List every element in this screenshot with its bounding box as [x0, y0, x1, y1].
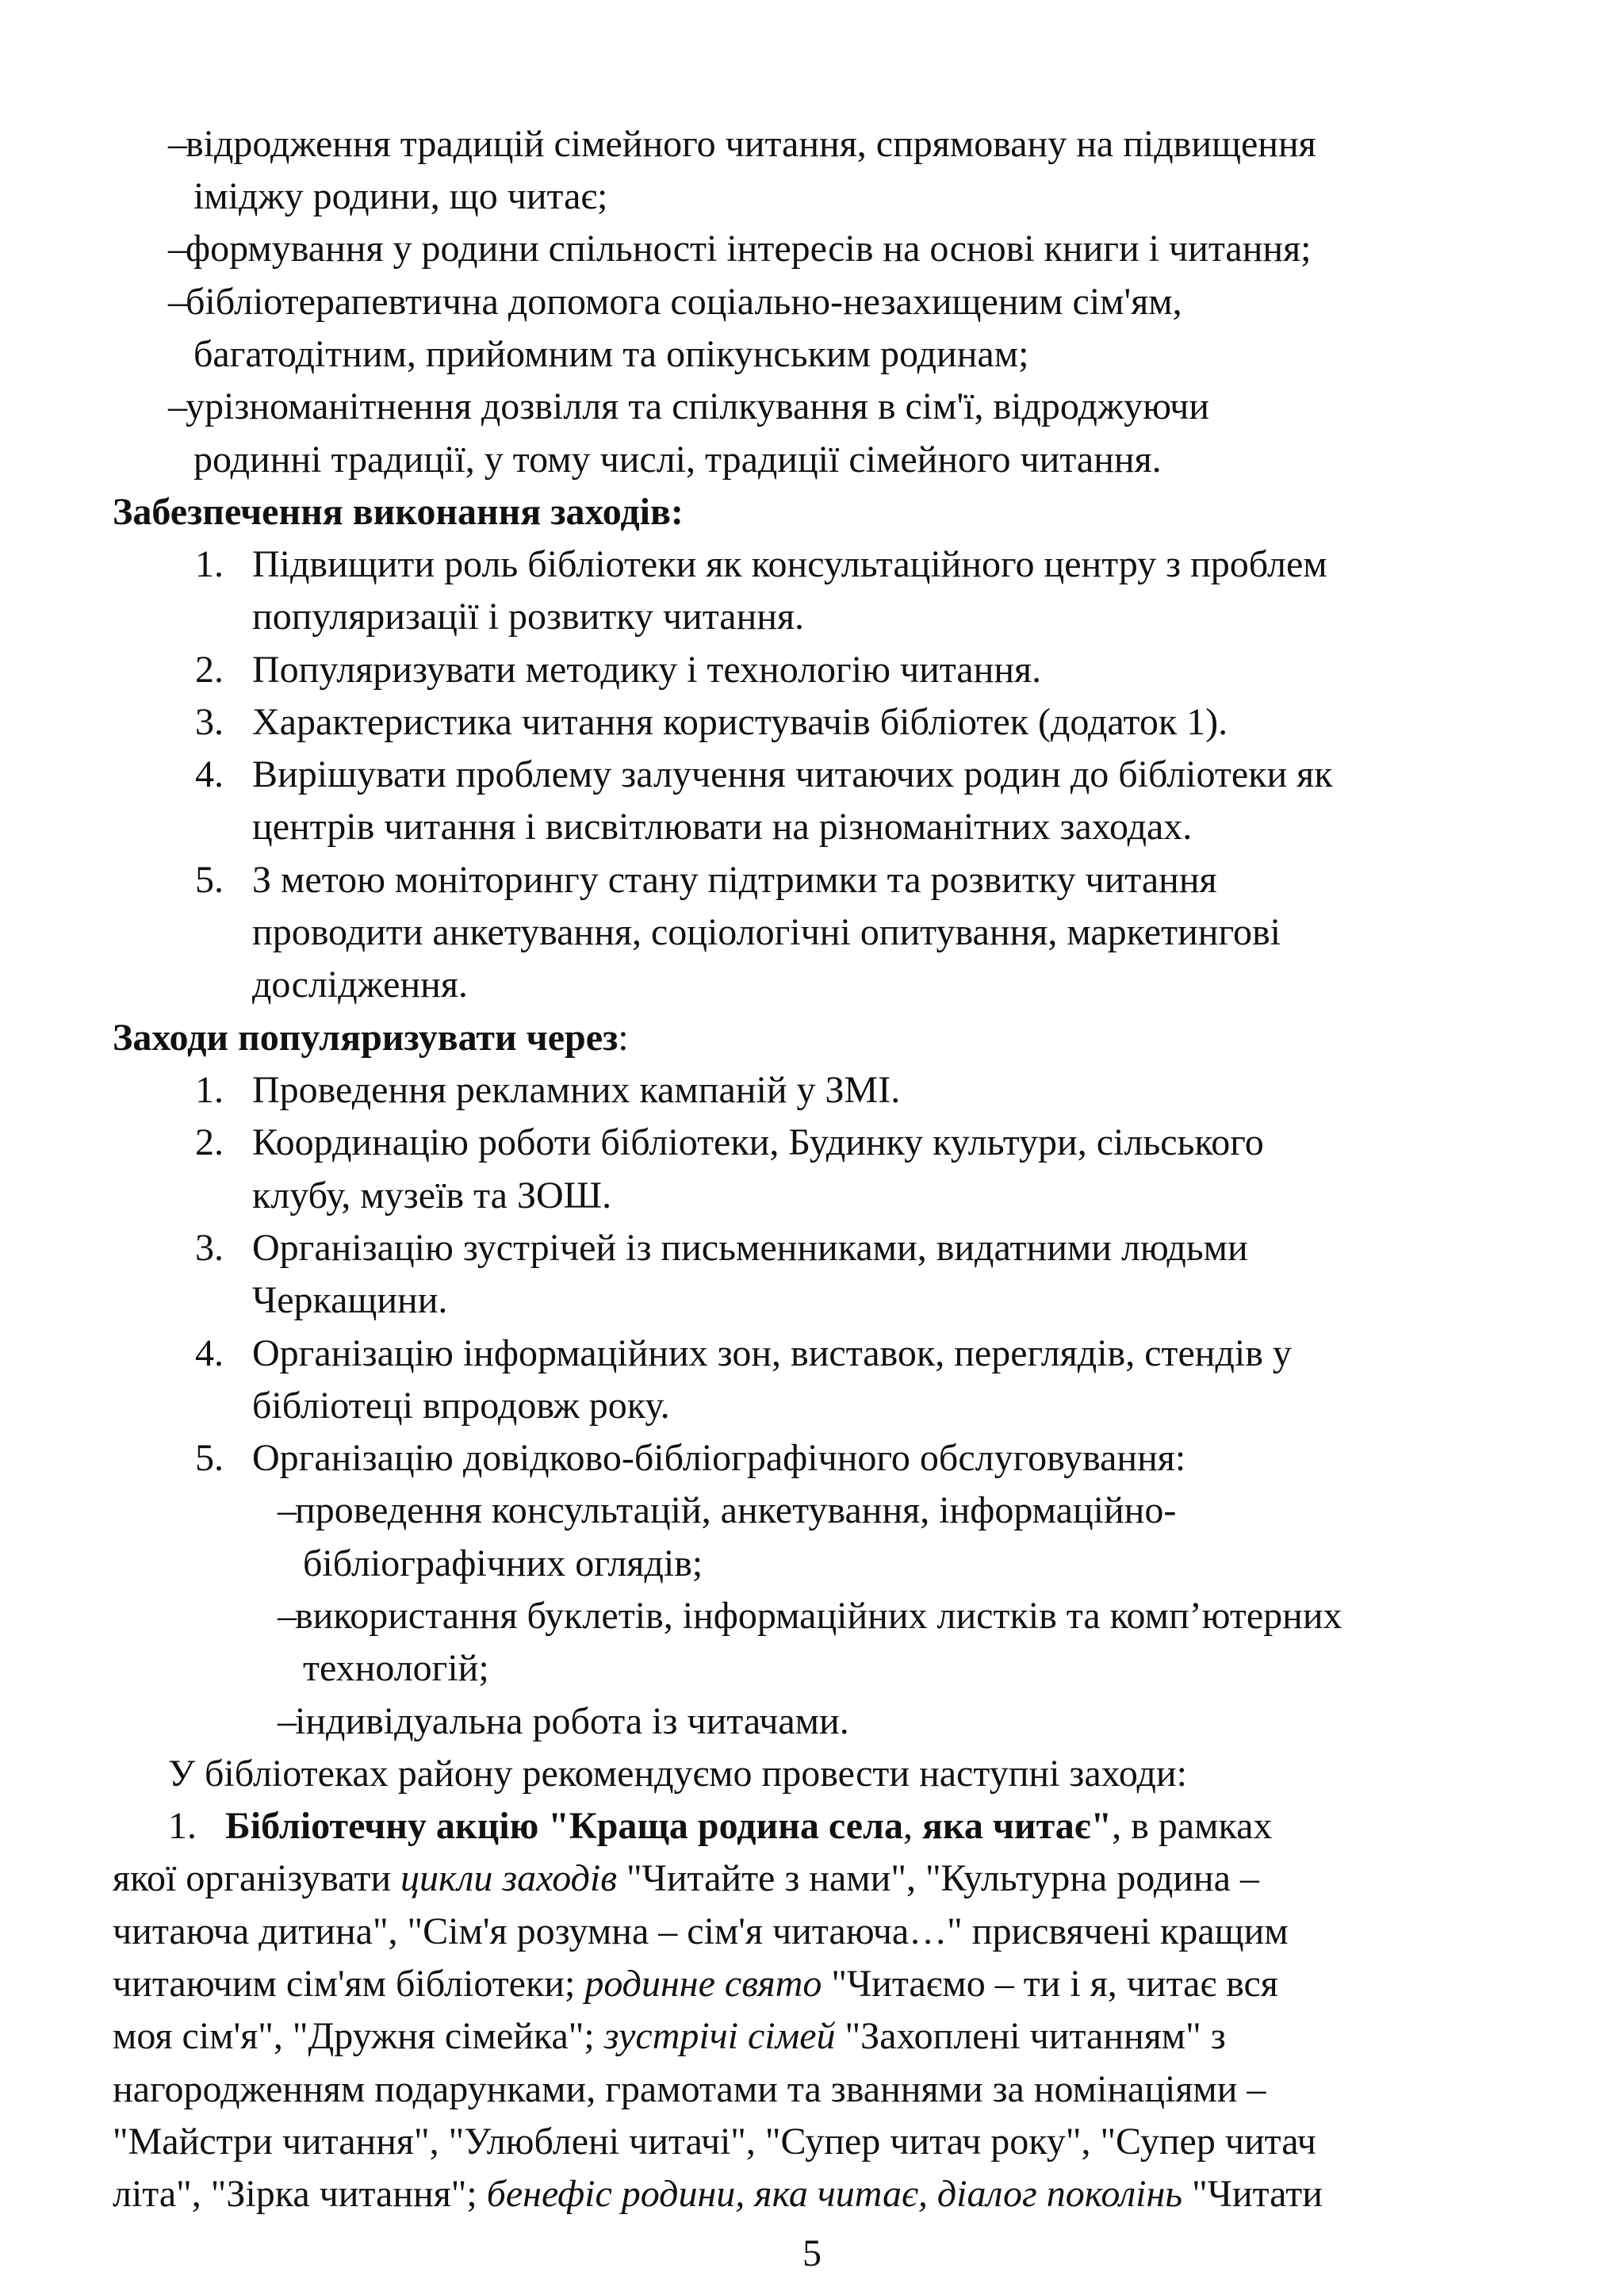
- bullet-1-cont: іміджу родини, що читає;: [193, 175, 608, 217]
- list-item-cont: центрів читання і висвітлювати на різноманітних заходах.: [252, 806, 1193, 848]
- list-item: Проведення рекламних кампаній у ЗМІ.: [252, 1069, 901, 1111]
- action-line-5: моя сім'я", "Дружня сімейка"; зустрічі сімей "Захоплені читанням" з: [113, 2015, 1226, 2057]
- list-item: Вирішувати проблему залучення читаючих родин до бібліотеки як: [252, 753, 1333, 795]
- dash: –: [278, 1700, 297, 1742]
- sub-bullet-cont: бібліографічних оглядів;: [303, 1542, 703, 1584]
- list-item: Підвищити роль бібліотеки як консультаційного центру з проблем: [252, 543, 1327, 585]
- list-item-cont: клубу, музеїв та ЗОШ.: [252, 1174, 612, 1216]
- list-number: 3.: [195, 701, 224, 743]
- list-item-cont: дослідження.: [252, 964, 468, 1006]
- list-item: Характеристика читання користувачів бібліотек (додаток 1).: [252, 701, 1228, 743]
- bullet-3: –бібліотерапевтична допомога соціально-незахищеним сім'ям,: [168, 281, 1182, 323]
- sub-bullet: –індивідуальна робота із читачами.: [278, 1700, 849, 1742]
- action-line-4: читаючим сім'ям бібліотеки; родинне свято "Читаємо – ти і я, читає вся: [113, 1963, 1278, 2005]
- list-item: Координацію роботи бібліотеки, Будинку культури, сільського: [252, 1121, 1264, 1163]
- list-number: 2.: [195, 649, 224, 691]
- paragraph-intro: У бібліотеках району рекомендуємо провести наступні заходи:: [168, 1753, 1187, 1795]
- list-item: Популяризувати методику і технологію читання.: [252, 649, 1042, 691]
- dash: –: [168, 123, 187, 165]
- list-number: 1.: [195, 543, 224, 585]
- dash: –: [168, 228, 187, 270]
- action-line-6: нагородженням подарунками, грамотами та званнями за номінаціями –: [113, 2068, 1266, 2110]
- list-number: 5.: [195, 1437, 224, 1479]
- sub-bullet-cont: технологій;: [303, 1647, 489, 1689]
- list-number: 1.: [195, 1069, 224, 1111]
- list-item-cont: популяризації і розвитку читання.: [252, 596, 805, 638]
- section-heading-measures: Забезпечення виконання заходів:: [113, 491, 684, 533]
- bullet-1: –відродження традицій сімейного читання, спрямовану на підвищення: [168, 123, 1316, 165]
- list-number: 4.: [195, 753, 224, 795]
- dash: –: [168, 281, 187, 323]
- list-number: 2.: [195, 1121, 224, 1163]
- list-item-cont: проводити анкетування, соціологічні опитування, маркетингові: [252, 911, 1281, 953]
- list-number: 4.: [195, 1332, 224, 1374]
- list-item: Організацію інформаційних зон, виставок, переглядів, стендів у: [252, 1332, 1292, 1374]
- list-item: Організацію довідково-бібліографічного обслуговування:: [252, 1437, 1186, 1479]
- sub-bullet: –використання буклетів, інформаційних листків та комп’ютерних: [278, 1595, 1342, 1637]
- list-item: З метою моніторингу стану підтримки та розвитку читання: [252, 859, 1217, 901]
- action-line-1: 1. Бібліотечну акцію "Краща родина села, яка читає", в рамках: [168, 1805, 1273, 1847]
- action-line-8: літа", "Зірка читання"; бенефіс родини, яка читає, діалог поколінь "Читати: [113, 2173, 1323, 2215]
- action-line-7: "Майстри читання", "Улюблені читачі", "Супер читач року", "Супер читач: [113, 2121, 1316, 2163]
- section-heading-promotion: Заходи популяризувати через:: [113, 1017, 629, 1059]
- page-number: 5: [802, 2232, 822, 2274]
- dash: –: [278, 1489, 297, 1531]
- bullet-3-cont: багатодітним, прийомним та опікунським родинам;: [193, 333, 1029, 375]
- action-line-3: читаюча дитина", "Сім'я розумна – сім'я читаюча…" присвячені кращим: [113, 1910, 1289, 1952]
- list-item-cont: бібліотеці впродовж року.: [252, 1385, 670, 1427]
- action-line-2: якої організувати цикли заходів "Читайте з нами", "Культурна родина –: [113, 1857, 1259, 1899]
- dash: –: [168, 385, 187, 427]
- list-number: 3.: [195, 1227, 224, 1269]
- bullet-4: –урізноманітнення дозвілля та спілкування в сім'ї, відроджуючи: [168, 385, 1209, 427]
- bullet-4-cont: родинні традиції, у тому числі, традиції сімейного читання.: [193, 439, 1162, 481]
- list-item-cont: Черкащини.: [252, 1279, 448, 1321]
- bullet-2: –формування у родини спільності інтересів на основі книги і читання;: [168, 228, 1312, 270]
- sub-bullet: –проведення консультацій, анкетування, інформаційно-: [278, 1489, 1177, 1531]
- list-item: Організацію зустрічей із письменниками, видатними людьми: [252, 1227, 1248, 1269]
- list-number: 5.: [195, 859, 224, 901]
- dash: –: [278, 1595, 297, 1637]
